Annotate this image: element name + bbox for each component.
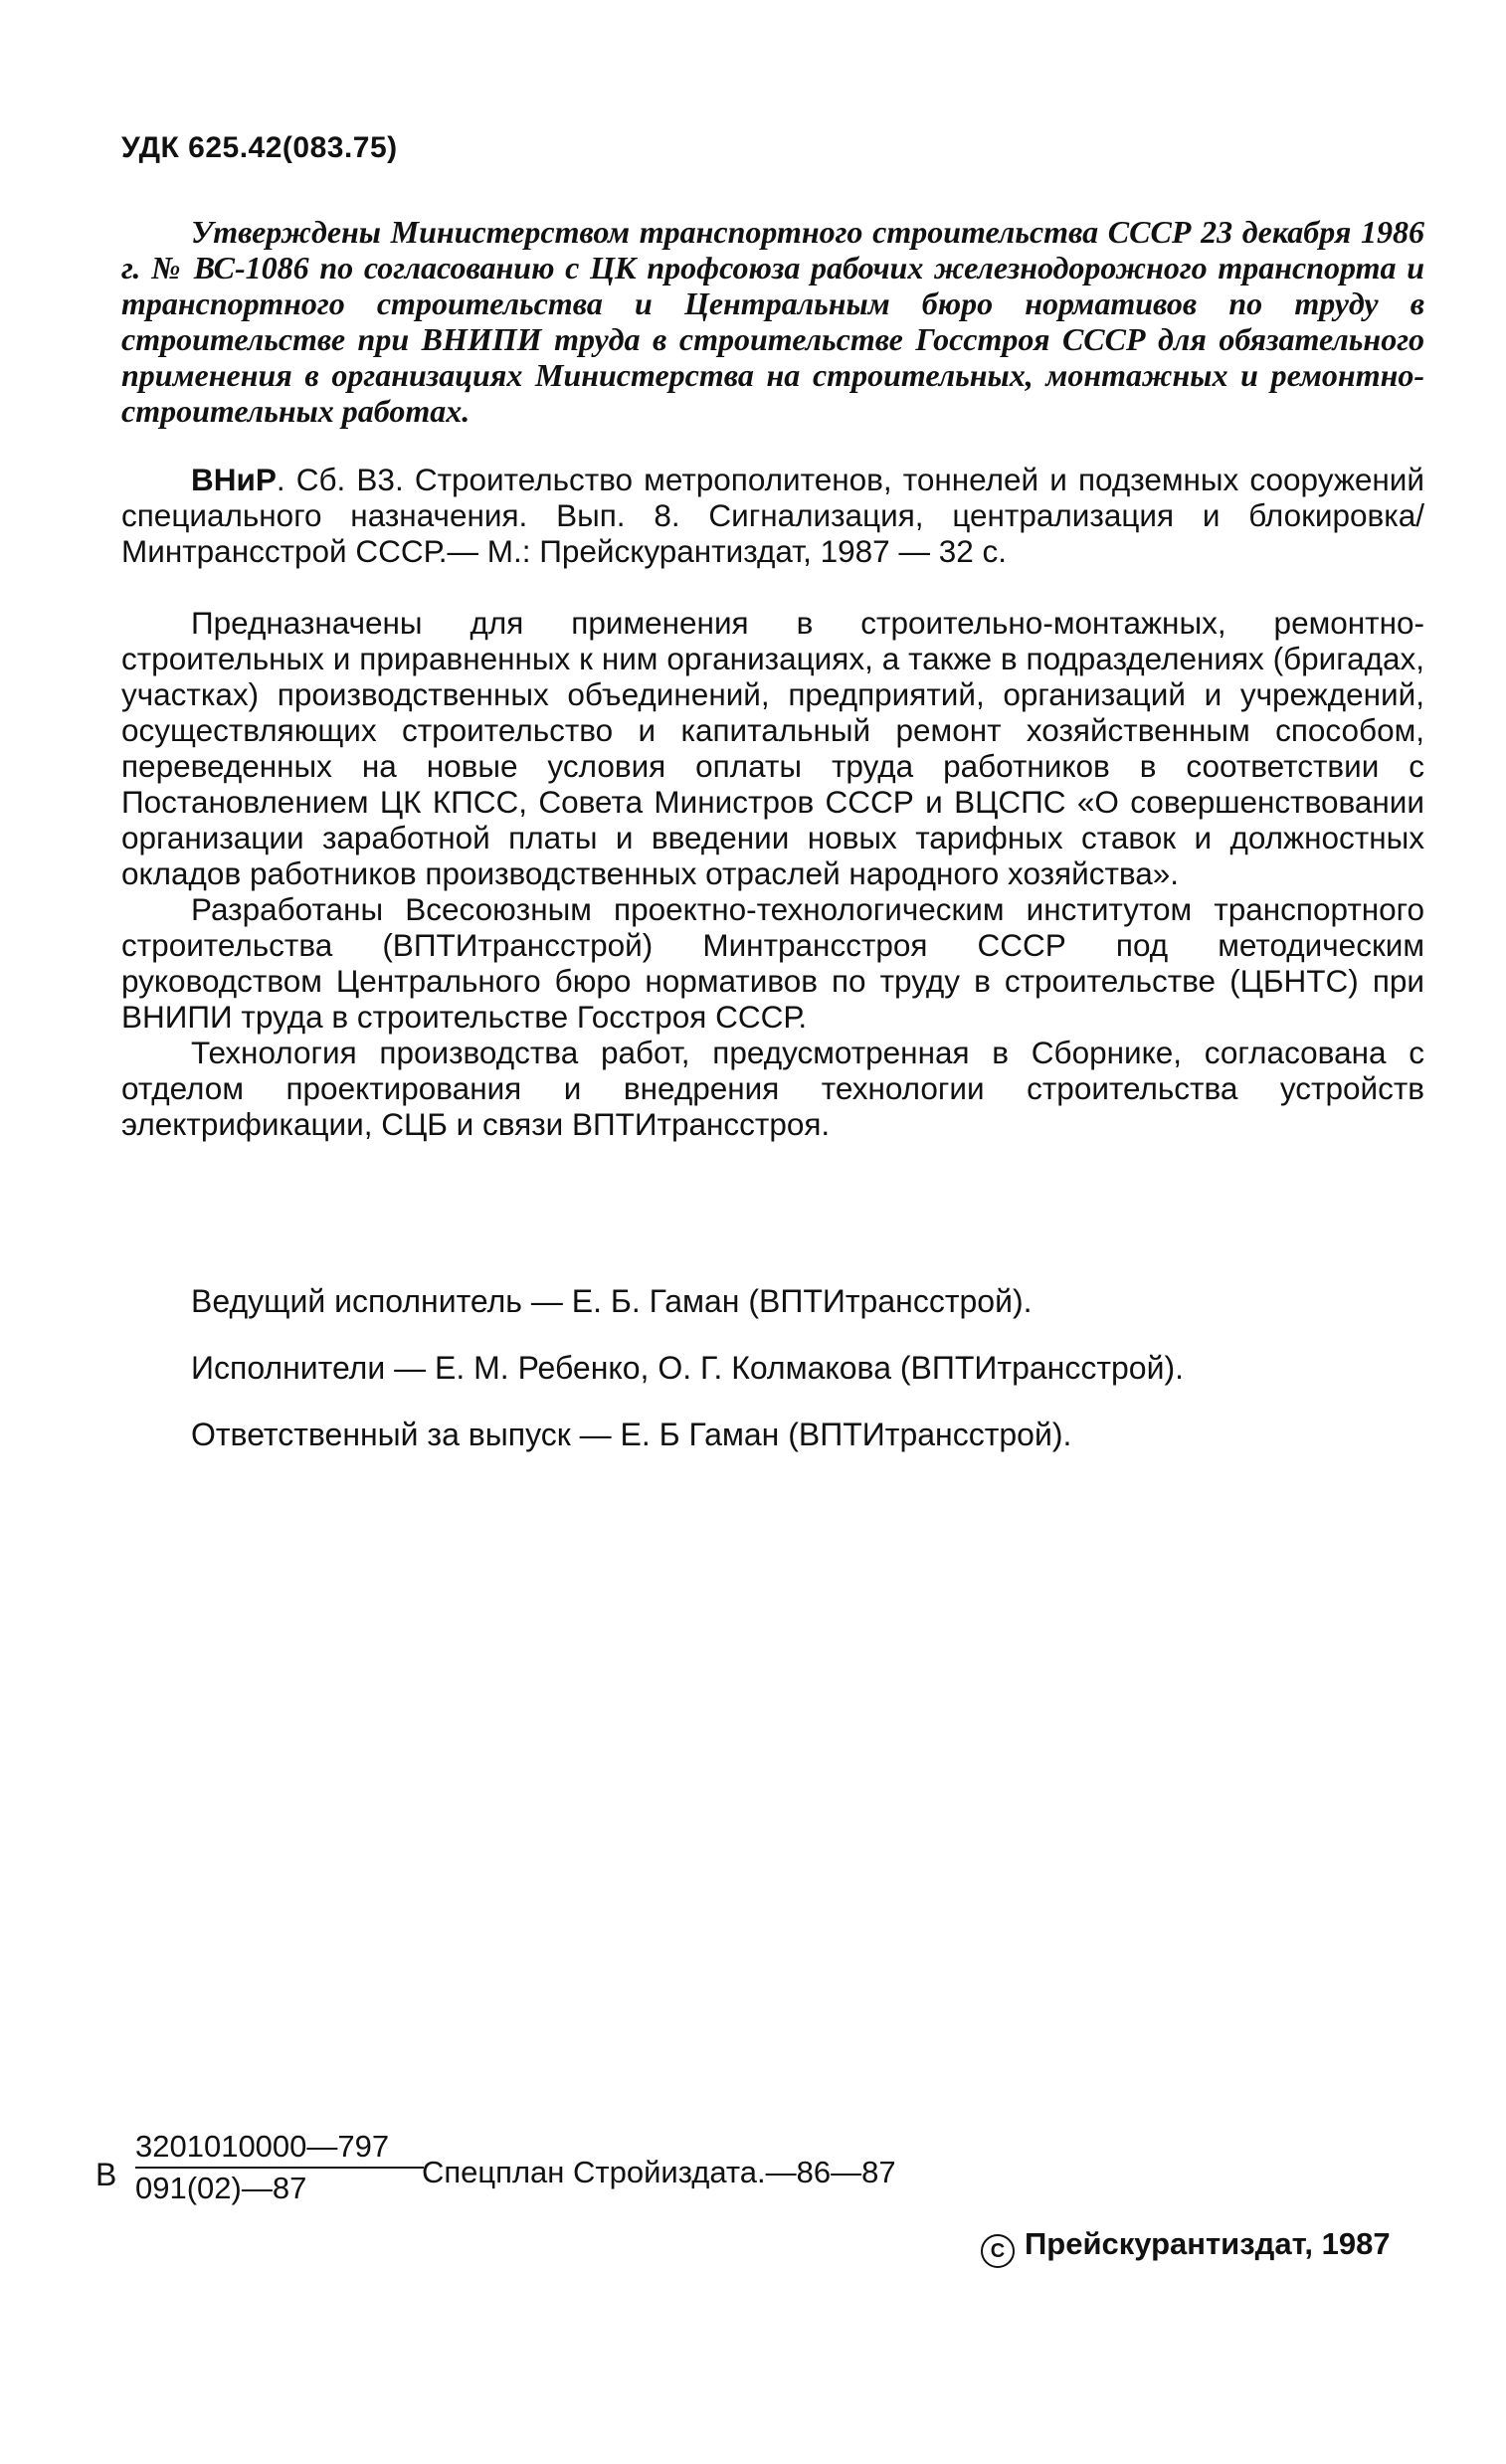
classifier-denominator: 091(02)—87 bbox=[135, 2171, 307, 2205]
purpose-paragraph: Предназначены для применения в строительно-монтажных, ремонтно-строительных и приравненных к ним организациях, а также в подразделениях (бригадах, участках) производственных объединений, предприятий, организаций и учреждений, осуществляющих строительство и капитальный ремонт хозяйственным способом, переведенных на новые условия оплаты труда работников в соответствии с Постановлением ЦК КПСС, Совета Министров СССР и ВЦСПС «О совершенствовании организации заработной платы и введении новых тарифных ставок и должностных окладов работников производственных отраслей народного хозяйства». bbox=[121, 605, 1424, 891]
responsible-line: Ответственный за выпуск — Е. Б Гаман (ВПТИтрансстрой). bbox=[191, 1417, 1072, 1452]
copyright-text: Прейскурантиздат, 1987 bbox=[1025, 2226, 1391, 2261]
bibliographic-text: . Сб. В3. Строительство метрополитенов, тоннелей и подземных сооружений специального назначения. Вып. 8. Сигнализация, централизация и блокировка/Минтрансстрой СССР.— М.: Прейскурантиздат, 1987 — 32 с. bbox=[121, 462, 1424, 569]
technology-paragraph: Технология производства работ, предусмотренная в Сборнике, согласована с отделом проектирования и внедрения технологии строительства устройств электрификации, СЦБ и связи ВПТИтрансстроя. bbox=[121, 1035, 1424, 1142]
lead-executor-line: Ведущий исполнитель — Е. Б. Гаман (ВПТИтрансстрой). bbox=[191, 1283, 1033, 1319]
executors-line: Исполнители — Е. М. Ребенко, О. Г. Колмакова (ВПТИтрансстрой). bbox=[191, 1350, 1185, 1386]
bibliographic-record bbox=[121, 462, 1424, 569]
approval-statement: Утверждены Министерством транспортного строительства СССР 23 декабря 1986 г. № ВС-1086 по согласованию с ЦК профсоюза рабочих железнодорожного транспорта и транспортного строительства и Центральным бюро нормативов по труду в строительстве при ВНИПИ труда в строительстве Госстроя СССР для обязательного применения в организациях Министерства на строительных, монтажных и ремонтно-строительных работах. bbox=[121, 214, 1424, 429]
classifier-numerator: 3201010000—797 bbox=[135, 2129, 424, 2169]
udk-code: УДК 625.42(083.75) bbox=[121, 131, 398, 164]
description-block bbox=[121, 605, 1424, 1142]
copyright-icon: C bbox=[981, 2234, 1015, 2268]
copyright-notice bbox=[981, 2226, 1391, 2268]
bibliographic-lead: ВНиР bbox=[191, 462, 277, 497]
publishing-plan: Спецплан Стройиздата.—86—87 bbox=[422, 2155, 896, 2189]
classifier-fraction bbox=[135, 2129, 424, 2206]
developer-paragraph: Разработаны Всесоюзным проектно-технологическим институтом транспортного строительства (ВПТИтрансстрой) Минтрансстроя СССР под методическим руководством Центрального бюро нормативов по труду в строительстве (ЦБНТС) при ВНИПИ труда в строительстве Госстроя СССР. bbox=[121, 891, 1424, 1035]
classifier-letter: В bbox=[95, 2157, 117, 2192]
